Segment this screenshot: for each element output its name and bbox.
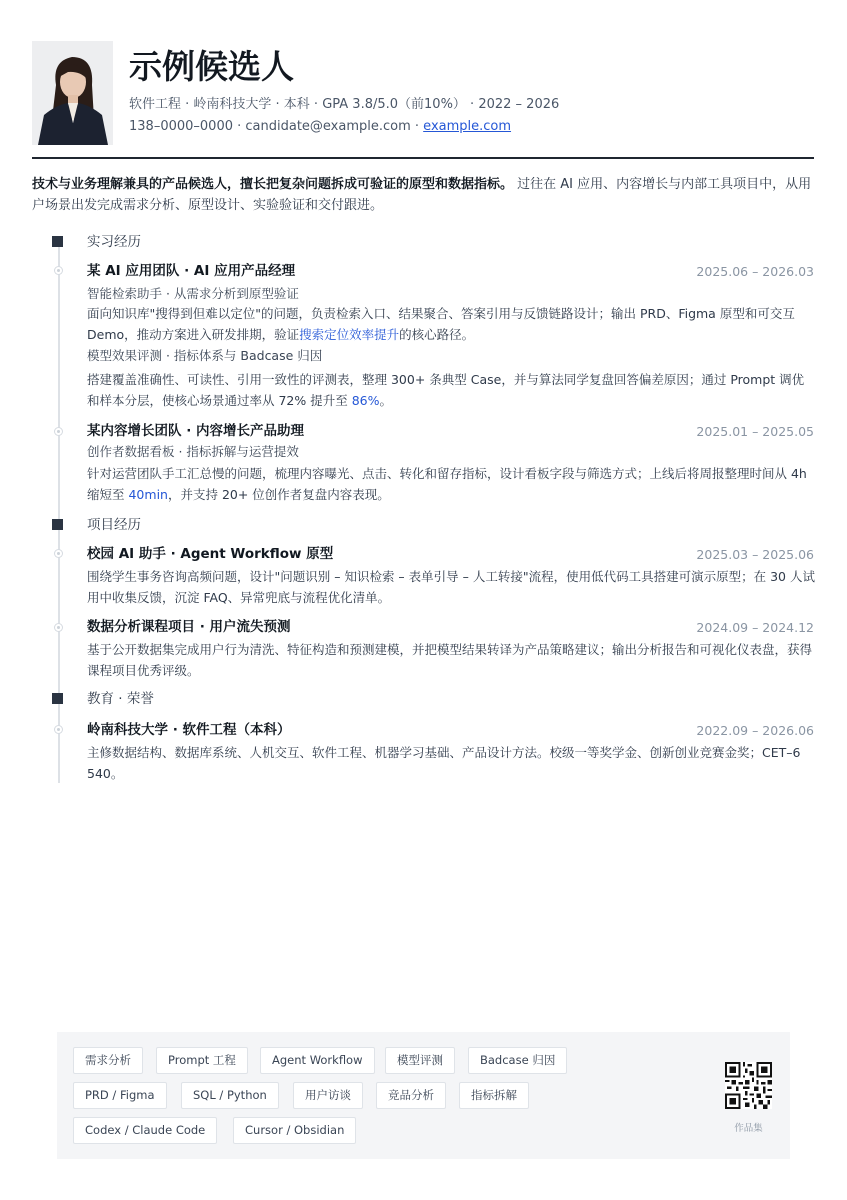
entry-subtitle: 创作者数据看板 · 指标拆解与运营提效	[87, 444, 299, 459]
entry-description	[87, 463, 815, 505]
entry-description	[87, 303, 815, 345]
section-marker-icon	[52, 519, 63, 530]
skill-tag: 用户访谈	[293, 1082, 363, 1109]
entry-description: 基于公开数据集完成用户行为清洗、特征构造和预测建模，并把模型结果转译为产品策略建议；输出分析报告和可视化仪表盘，获得课程项目优秀评级。	[87, 642, 813, 678]
description-text: 的核心路径。	[399, 327, 475, 342]
entry-date: 2025.03 – 2025.06	[696, 547, 814, 562]
skill-tag: Cursor / Obsidian	[233, 1117, 356, 1144]
skill-tag: 竞品分析	[376, 1082, 446, 1109]
description-highlight: 86%	[351, 393, 380, 408]
qr-label: 作品集	[734, 1123, 763, 1134]
skill-tag: Badcase 归因	[468, 1047, 567, 1074]
section-title-internship: 实习经历	[87, 234, 141, 250]
section-marker-icon	[52, 693, 63, 704]
skill-tag: 模型评测	[385, 1047, 455, 1074]
education-summary-line: 软件工程 · 岭南科技大学 · 本科 · GPA 3.8/5.0（前10%） · 2022 – 2026	[129, 97, 560, 112]
candidate-name: 示例候选人	[129, 47, 294, 86]
summary-text: 过往在 AI 应用、内容增长与内部工具项目中，从用户场景出发完成需求分析、原型设计、实验验证和交付跟进。	[32, 177, 812, 213]
description-highlight: 搜索定位效率提升	[299, 327, 400, 342]
entry-description: 主修数据结构、数据库系统、人机交互、软件工程、机器学习基础、产品设计方法。校级一等奖学金、创新创业竞赛金奖；CET–6 540。	[87, 745, 801, 781]
entry-date: 2022.09 – 2026.06	[696, 723, 814, 738]
entry-title: 岭南科技大学 · 软件工程（本科）	[87, 722, 291, 738]
contact-line	[129, 118, 511, 136]
entry-subtitle: 模型效果评测 · 指标体系与 Badcase 归因	[87, 348, 323, 363]
skill-tag: Prompt 工程	[156, 1047, 248, 1074]
entry-title: 某 AI 应用团队 · AI 应用产品经理	[87, 263, 296, 279]
timeline-dot-icon	[55, 726, 62, 733]
description-text: ，并支持 20+ 位创作者复盘内容表现。	[167, 487, 390, 502]
section-title-education: 教育 · 荣誉	[87, 691, 154, 707]
timeline-dot-icon	[55, 267, 62, 274]
section-title-projects: 项目经历	[87, 517, 141, 533]
timeline-dot-icon	[55, 550, 62, 557]
skill-tag: Codex / Claude Code	[73, 1117, 217, 1144]
entry-title: 数据分析课程项目 · 用户流失预测	[87, 619, 291, 635]
qr-code-icon[interactable]	[725, 1062, 772, 1109]
entry-description: 围绕学生事务咨询高频问题，设计"问题识别 – 知识检索 – 表单引导 – 人工转接"流程，使用低代码工具搭建可演示原型；在 30 人试用中收集反馈，沉淀 FAQ、异常兜底与流程优化清单。	[87, 569, 815, 605]
profile-photo	[32, 41, 113, 145]
entry-date: 2025.06 – 2026.03	[696, 264, 814, 279]
entry-date: 2025.01 – 2025.05	[696, 424, 814, 439]
summary-highlight: 技术与业务理解兼具的产品候选人，擅长把复杂问题拆成可验证的原型和数据指标。	[32, 177, 514, 192]
contact-text: 138–0000–0000 · candidate@example.com ·	[129, 119, 424, 134]
profile-summary	[32, 174, 818, 216]
profile-photo-image	[32, 41, 113, 145]
skill-tag: 指标拆解	[459, 1082, 529, 1109]
entry-description	[87, 369, 815, 411]
skill-tag: SQL / Python	[181, 1082, 279, 1109]
timeline-dot-icon	[55, 428, 62, 435]
entry-title: 某内容增长团队 · 内容增长产品助理	[87, 423, 305, 439]
description-text: 面向知识库"搜得到但难以定位"的问题，负责检索入口、结果聚合、答案引用与反馈链路设计；输出 PRD、Figma 原型和可交互 Demo，推动方案进入研发排期，验证	[87, 306, 795, 342]
timeline-dot-icon	[55, 624, 62, 631]
skill-tag: 需求分析	[73, 1047, 143, 1074]
description-text: 搭建覆盖准确性、可读性、引用一致性的评测表，整理 300+ 条典型 Case，并与算法同学复盘回答偏差原因；通过 Prompt 调优和样本分层，使核心场景通过率从 72% 提升至	[87, 372, 805, 408]
entry-date: 2024.09 – 2024.12	[696, 620, 814, 635]
section-marker-icon	[52, 236, 63, 247]
description-text: 。	[379, 393, 393, 408]
entry-subtitle: 智能检索助手 · 从需求分析到原型验证	[87, 286, 299, 301]
skill-tag: PRD / Figma	[73, 1082, 167, 1109]
description-highlight: 40min	[128, 487, 168, 502]
entry-title: 校园 AI 助手 · Agent Workflow 原型	[87, 546, 334, 562]
description-text: 针对运营团队手工汇总慢的问题，梳理内容曝光、点击、转化和留存指标，设计看板字段与筛选方式；上线后将周报整理时间从 4h 缩短至	[87, 466, 807, 502]
skill-tag: Agent Workflow	[260, 1047, 375, 1074]
skills-panel	[57, 1032, 790, 1159]
portfolio-link[interactable]: example.com	[423, 119, 512, 134]
header-divider	[32, 157, 814, 159]
